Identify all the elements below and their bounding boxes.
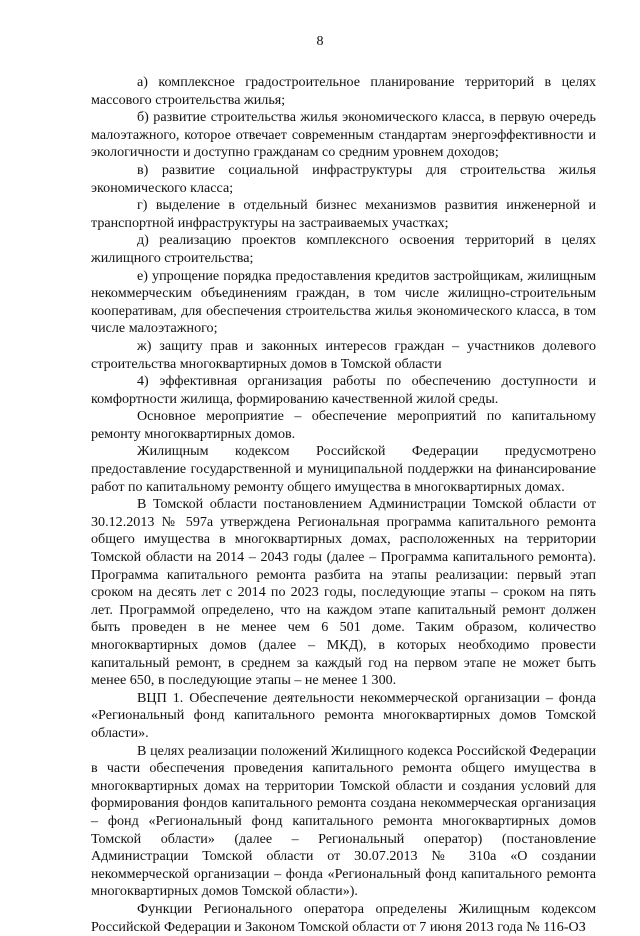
paragraph-item-d: д) реализацию проектов комплексного освоения территорий в целях жилищного строительства;: [91, 232, 596, 266]
body-text: [91, 74, 596, 936]
paragraph-regional-operator: В целях реализации положений Жилищного кодекса Российской Федерации в части обеспечения проведения капитального ремонта общего имущества в многоквартирных домах на территории Томской области и создания условий для формирования фондов капитального ремонта создана некоммерческая организация – фонд «Региональный фонд капитального ремонта многоквартирных домов Томской области» (далее – Региональный оператор) (постановление Администрации Томской области от 30.07.2013 № 310а «О создании некоммерческой организации – фонда «Региональный фонд капитального ремонта многоквартирных домов Томской области»).: [91, 742, 596, 900]
paragraph-main-activity: Основное мероприятие – обеспечение мероприятий по капитальному ремонту многоквартирных домов.: [91, 408, 596, 442]
paragraph-item-4: 4) эффективная организация работы по обеспечению доступности и комфортности жилища, формированию качественной жилой среды.: [91, 373, 596, 407]
paragraph-housing-code: Жилищным кодексом Российской Федерации предусмотрено предоставление государственной и муниципальной поддержки на финансирование работ по капитальному ремонту общего имущества в многоквартирных домах.: [91, 443, 596, 495]
paragraph-vcp1: ВЦП 1. Обеспечение деятельности некоммерческой организации – фонда «Региональный фонд капитального ремонта многоквартирных домов Томской области».: [91, 689, 596, 741]
page-number: 8: [316, 34, 324, 49]
paragraph-item-a: а) комплексное градостроительное планирование территорий в целях массового строительства жилья;: [91, 74, 596, 108]
paragraph-item-e: е) упрощение порядка предоставления кредитов застройщикам, жилищным некоммерческим объединениям граждан, в том числе жилищно-строительным кооперативам, для обеспечения строительства жилья экономического класса, в том числе малоэтажного;: [91, 267, 596, 337]
paragraph-item-zh: ж) защиту прав и законных интересов граждан – участников долевого строительства многоквартирных домов в Томской области: [91, 337, 596, 372]
paragraph-item-g: г) выделение в отдельный бизнес механизмов развития инженерной и транспортной инфраструктуры на застраиваемых участках;: [91, 197, 596, 231]
paragraph-tomsk-program: В Томской области постановлением Администрации Томской области от 30.12.2013 № 597а утверждена Региональная программа капитального ремонта общего имущества в многоквартирных домах, расположенных на территории Томской области на 2014 – 2043 годы (далее – Программа капитального ремонта). Программа капитального ремонта разбита на этапы реализации: первый этап сроком на десять лет с 2014 по 2023 годы, последующие этапы – сроком на пять лет. Программой определено, что на каждом этапе капитальный ремонт должен быть проведен в не менее чем 6 501 доме. Таким образом, количество многоквартирных домов (далее – МКД), в которых необходимо провести капитальный ремонт, в среднем за каждый год на первом этапе не может быть менее 650, в последующие этапы – не менее 1 300.: [91, 496, 596, 689]
paragraph-item-b: б) развитие строительства жилья экономического класса, в первую очередь малоэтажного, которое отвечает современным стандартам энергоэффективности и экологичности и доступно гражданам со средним уровнем доходов;: [91, 109, 596, 161]
paragraph-operator-functions: Функции Регионального оператора определены Жилищным кодексом Российской Федерации и Законом Томской области от 7 июня 2013 года № 116-ОЗ: [91, 900, 596, 935]
paragraph-item-v: в) развитие социальной инфраструктуры для строительства жилья экономического класса;: [91, 161, 596, 196]
